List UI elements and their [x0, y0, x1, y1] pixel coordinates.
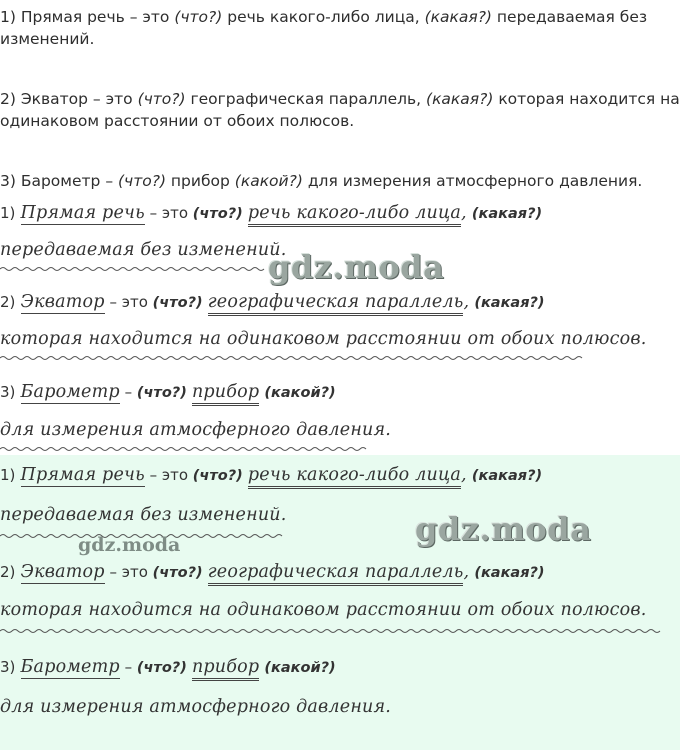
sentence-number: 3)	[0, 658, 16, 676]
question: (какой?)	[264, 660, 336, 676]
sentence-number: 1)	[0, 466, 16, 484]
subject: Экватор	[20, 292, 105, 312]
dash-text: –	[119, 658, 137, 676]
hand-2-line-5	[0, 657, 336, 677]
hand-2-line-2	[0, 505, 287, 525]
attribute-phrase: для измерения атмосферного давления.	[0, 697, 392, 717]
hand-1-line-1	[0, 203, 542, 223]
sentence-number: 3)	[0, 383, 16, 401]
watermark-logo-small: gdz.moda	[78, 534, 181, 556]
plain-1-end: передаваемая без изменений.	[0, 8, 648, 48]
question: (какая?)	[471, 206, 543, 222]
dash-text: – это	[144, 204, 193, 222]
question: (что?)	[192, 468, 243, 484]
dash-text: – это	[104, 293, 153, 311]
subject: Прямая речь	[20, 203, 145, 223]
subject: Барометр	[20, 657, 120, 677]
wavy-underline	[0, 355, 620, 361]
hand-1-line-4	[0, 329, 647, 349]
hand-2-line-1	[0, 465, 542, 485]
attribute-phrase: которая находится на одинаковом расстоянии от обоих полюсов.	[0, 329, 647, 349]
comma: ,	[461, 203, 467, 223]
plain-1-q2: (какая?)	[424, 8, 492, 26]
dash-text: – это	[104, 563, 153, 581]
comma: ,	[461, 465, 467, 485]
sentence-number: 2)	[0, 563, 16, 581]
question: (что?)	[192, 206, 243, 222]
subject: Барометр	[20, 382, 120, 402]
plain-3-mid: прибор	[166, 172, 235, 190]
dash-text: – это	[144, 466, 193, 484]
plain-3-q2: (какой?)	[234, 172, 303, 190]
plain-3-start: 3) Барометр –	[0, 172, 118, 190]
plain-1-mid: речь какого-либо лица,	[222, 8, 425, 26]
plain-2-mid: географическая параллель,	[185, 90, 427, 108]
question: (что?)	[152, 565, 203, 581]
plain-sentence-1	[0, 6, 680, 50]
hand-1-line-2	[0, 240, 287, 260]
question: (что?)	[136, 660, 187, 676]
hand-1-line-3	[0, 292, 545, 312]
predicate: географическая параллель	[208, 562, 464, 586]
hand-2-line-3	[0, 562, 545, 582]
predicate: географическая параллель	[208, 292, 464, 316]
watermark-logo: gdz.moda	[415, 510, 592, 548]
wavy-underline	[0, 266, 265, 272]
plain-sentence-3	[0, 170, 680, 192]
wavy-underline	[0, 446, 370, 452]
plain-1-start: 1) Прямая речь – это	[0, 8, 175, 26]
plain-2-q1: (что?)	[137, 90, 186, 108]
hand-2-line-6	[0, 697, 391, 717]
subject: Прямая речь	[20, 465, 145, 485]
dash-text: –	[119, 383, 137, 401]
question: (какая?)	[474, 565, 545, 581]
sentence-number: 2)	[0, 293, 16, 311]
attribute-phrase: для измерения атмосферного давления.	[0, 420, 392, 440]
comma: ,	[463, 292, 470, 312]
hand-2-line-4	[0, 600, 647, 620]
watermark-logo: gdz.moda	[268, 248, 445, 286]
plain-sentence-2	[0, 88, 680, 132]
plain-2-end: которая находится на одинаковом расстоянии от обоих полюсов.	[0, 90, 680, 130]
plain-1-q1: (что?)	[174, 8, 223, 26]
predicate: прибор	[192, 657, 259, 681]
question: (какая?)	[474, 295, 545, 311]
predicate: прибор	[192, 382, 259, 406]
attribute-phrase: передаваемая без изменений.	[0, 240, 287, 260]
question: (что?)	[136, 385, 187, 401]
question: (какой?)	[264, 385, 336, 401]
sentence-number: 1)	[0, 204, 16, 222]
hand-1-line-5	[0, 382, 336, 402]
comma: ,	[463, 562, 470, 582]
predicate: речь какого-либо лица	[248, 203, 461, 227]
hand-1-line-6	[0, 420, 391, 440]
question: (какая?)	[471, 468, 543, 484]
attribute-phrase: передаваемая без изменений.	[0, 505, 287, 525]
subject: Экватор	[20, 562, 105, 582]
wavy-underline	[0, 628, 665, 634]
question: (что?)	[152, 295, 203, 311]
plain-3-q1: (что?)	[118, 172, 166, 190]
plain-2-start: 2) Экватор – это	[0, 90, 138, 108]
plain-2-q2: (какая?)	[426, 90, 494, 108]
predicate: речь какого-либо лица	[248, 465, 461, 489]
plain-3-end: для измерения атмосферного давления.	[302, 172, 643, 190]
attribute-phrase: которая находится на одинаковом расстоянии от обоих полюсов.	[0, 600, 647, 620]
